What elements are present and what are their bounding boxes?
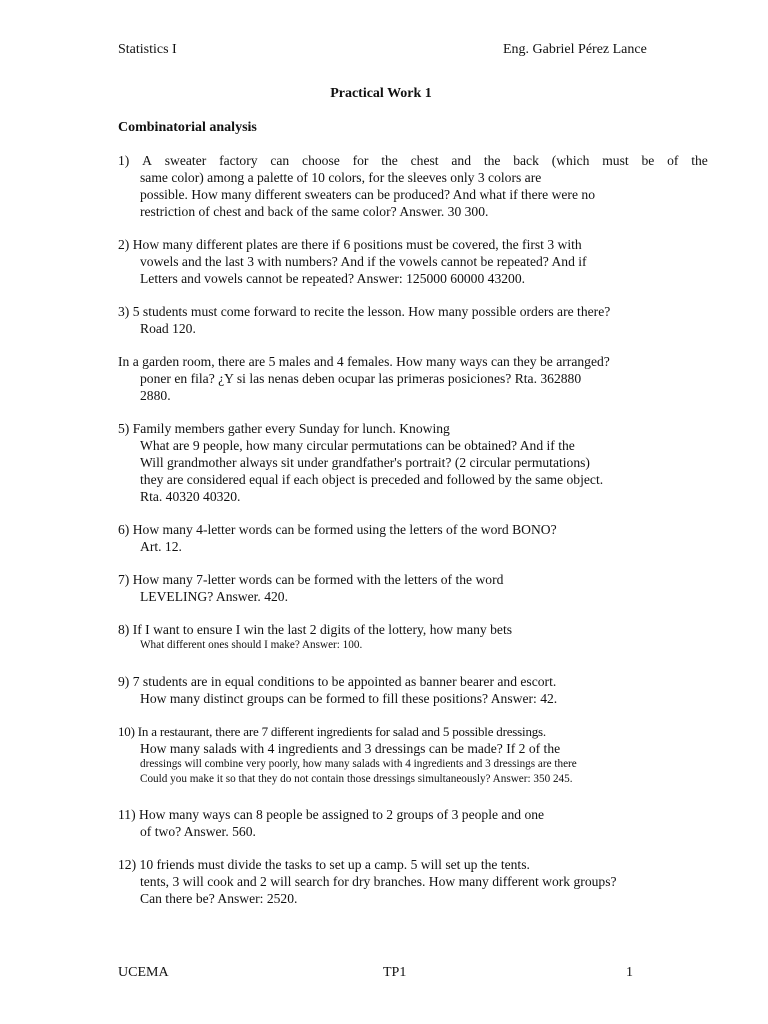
exercise-10	[118, 723, 758, 787]
word: the	[381, 153, 398, 168]
exercise-10-line-2: How many salads with 4 ingredients and 3 dressings can be made? If 2 of the	[140, 741, 561, 756]
word: of	[667, 153, 679, 168]
exercise-12-line-2: tents, 3 will cook and 2 will search for dry branches. How many different work groups?	[140, 874, 617, 889]
exercise-11	[118, 806, 758, 840]
word: (which	[551, 153, 590, 168]
exercise-9-line-1: 9) 7 students are in equal conditions to be appointed as banner bearer and escort.	[118, 674, 557, 689]
exercise-2-line-2: vowels and the last 3 with numbers? And if the vowels cannot be repeated? And if	[140, 254, 587, 269]
exercise-1-line-1	[118, 152, 708, 169]
exercise-9-line-2: How many distinct groups can be formed to fill these positions? Answer: 42.	[140, 691, 558, 706]
exercise-6-line-1: 6) How many 4-letter words can be formed using the letters of the word BONO?	[118, 522, 557, 537]
page-title	[0, 86, 768, 102]
header-right: Eng. Gabriel Pérez Lance	[503, 42, 647, 57]
exercise-4-line-2: poner en fila? ¿Y si las nenas deben ocupar las primeras posiciones? Rta. 362880	[140, 371, 582, 386]
exercise-4	[118, 353, 758, 404]
exercise-3-line-2: Road 120.	[140, 321, 196, 336]
exercise-1-line-2: same color) among a palette of 10 colors, for the sleeves only 3 colors are	[140, 170, 542, 185]
word: back	[513, 153, 539, 168]
footer-left: UCEMA	[118, 965, 169, 980]
exercise-9	[118, 673, 758, 707]
page-title-text: Practical Work 1	[330, 86, 432, 101]
exercise-7-line-2: LEVELING? Answer. 420.	[140, 589, 288, 604]
exercise-8	[118, 621, 758, 652]
word: the	[691, 153, 708, 168]
exercise-5	[118, 420, 758, 505]
word: can	[270, 153, 290, 168]
exercise-5-line-4: they are considered equal if each object is preceded and followed by the same object.	[140, 472, 604, 487]
exercise-1	[118, 152, 758, 220]
exercise-11-line-1: 11) How many ways can 8 people be assigned to 2 groups of 3 people and one	[118, 807, 545, 822]
exercise-5-line-5: Rta. 40320 40320.	[140, 489, 241, 504]
word: 1)	[118, 153, 130, 168]
word: for	[352, 153, 369, 168]
word: factory	[219, 153, 258, 168]
exercise-3	[118, 303, 758, 337]
word: be	[641, 153, 655, 168]
exercise-8-line-2: What different ones should I make? Answer: 100.	[140, 639, 363, 651]
exercise-7-line-1: 7) How many 7-letter words can be formed with the letters of the word	[118, 572, 504, 587]
exercise-5-line-1: 5) Family members gather every Sunday for lunch. Knowing	[118, 421, 450, 436]
exercise-2	[118, 236, 758, 287]
exercise-10-line-1: 10) In a restaurant, there are 7 different ingredients for salad and 5 possible dressings.	[118, 724, 546, 739]
word: A	[142, 153, 152, 168]
exercise-2-line-1: 2) How many different plates are there if 6 positions must be covered, the first 3 with	[118, 237, 582, 252]
exercise-2-line-3: Letters and vowels cannot be repeated? Answer: 125000 60000 43200.	[140, 271, 526, 286]
footer-center: TP1	[383, 965, 407, 980]
word: the	[483, 153, 501, 168]
exercise-5-line-2: What are 9 people, how many circular permutations can be obtained? And if the	[140, 438, 575, 453]
word: choose	[302, 153, 340, 168]
exercise-3-line-1: 3) 5 students must come forward to recite the lesson. How many possible orders are there?	[118, 304, 611, 319]
exercise-10-line-4: Could you make it so that they do not contain those dressings simultaneously? Answer: 350 245.	[140, 773, 573, 785]
exercise-4-line-1: In a garden room, there are 5 males and 4 females. How many ways can they be arranged?	[118, 354, 610, 369]
exercise-5-line-3: Will grandmother always sit under grandfather's portrait? (2 circular permutations)	[140, 455, 590, 470]
exercise-12-line-3: Can there be? Answer: 2520.	[140, 891, 298, 906]
exercise-7	[118, 571, 758, 605]
exercise-12-line-1: 12) 10 friends must divide the tasks to set up a camp. 5 will set up the tents.	[118, 857, 530, 872]
exercise-1-line-4: restriction of chest and back of the same color? Answer. 30 300.	[140, 204, 489, 219]
section-subtitle: Combinatorial analysis	[118, 120, 257, 135]
exercise-1-line-3: possible. How many different sweaters can be produced? And what if there were no	[140, 187, 595, 202]
word: chest	[410, 153, 439, 168]
word: sweater	[164, 153, 207, 168]
exercise-11-line-2: of two? Answer. 560.	[140, 824, 256, 839]
page-number: 1	[626, 965, 633, 980]
exercise-6-line-2: Art. 12.	[140, 539, 182, 554]
header-left: Statistics I	[118, 42, 177, 57]
word: and	[451, 153, 472, 168]
exercise-8-line-1: 8) If I want to ensure I win the last 2 digits of the lottery, how many bets	[118, 622, 513, 637]
exercise-10-line-3: dressings will combine very poorly, how many salads with 4 ingredients and 3 dressings are there	[140, 758, 577, 770]
exercise-4-line-3: 2880.	[140, 388, 171, 403]
exercise-6	[118, 521, 758, 555]
word: must	[602, 153, 629, 168]
exercise-12	[118, 856, 758, 907]
